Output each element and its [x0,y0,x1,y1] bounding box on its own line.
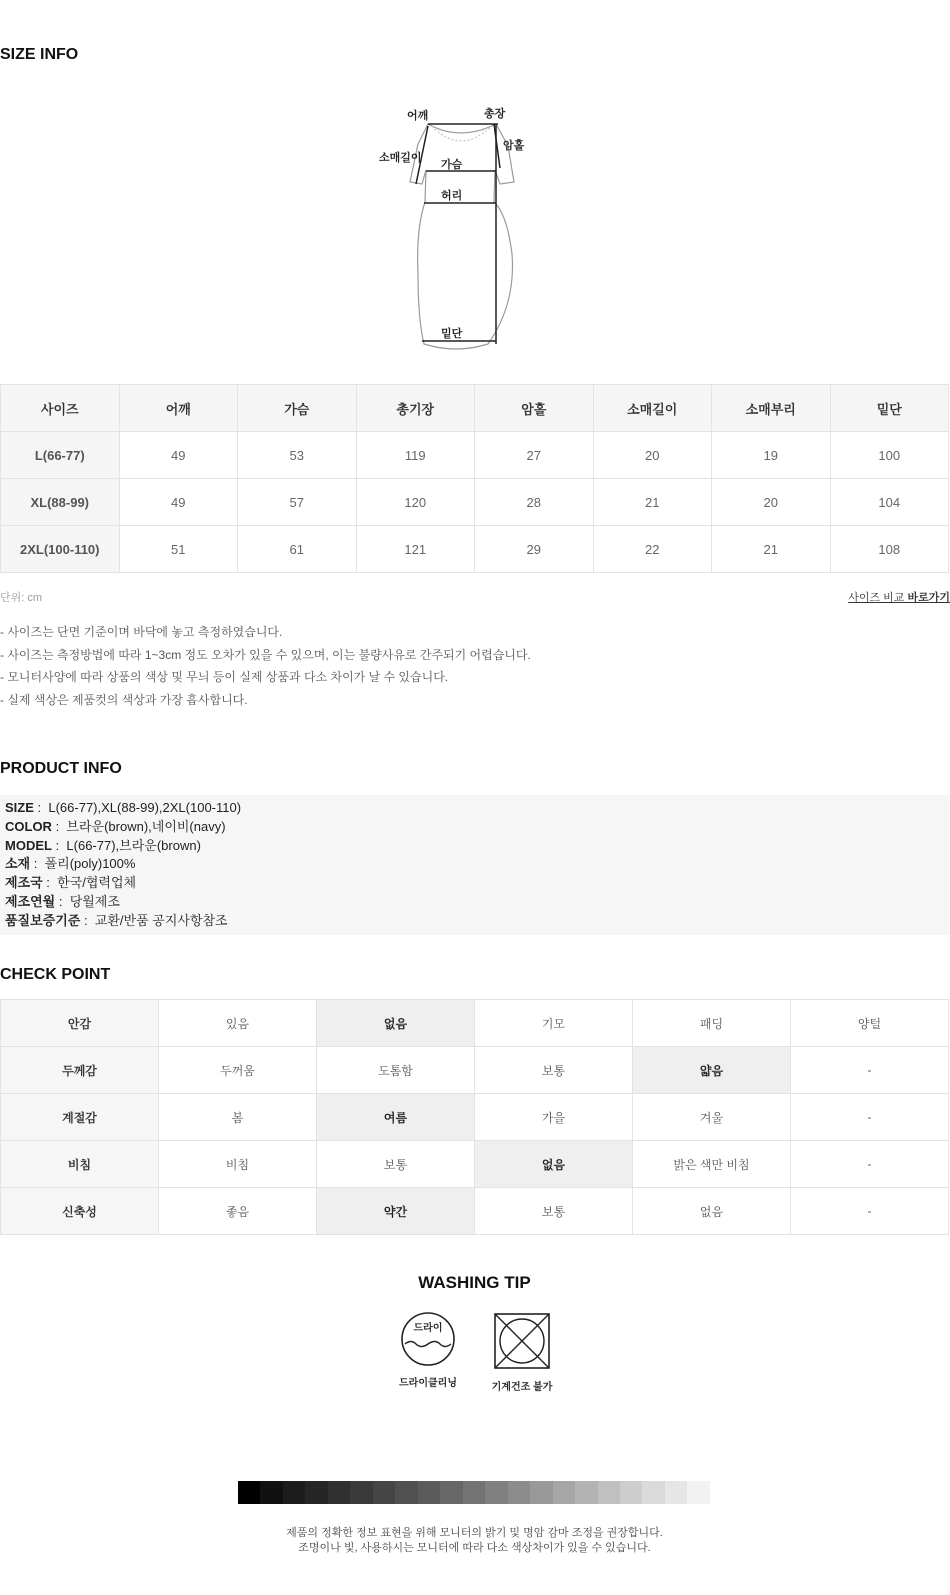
size-value-cell: 120 [356,479,475,526]
size-value-cell: 20 [593,432,712,479]
table-row [1,526,949,573]
product-info-key: 제조연월 [5,893,56,909]
size-value-cell: 20 [712,479,831,526]
size-value-cell: 28 [475,479,594,526]
label-waist: 허리 [441,189,463,202]
size-value-cell: 104 [830,479,949,526]
size-value-cell: 61 [238,526,357,573]
product-info-row: 품질보증기준 : 교환/반품 공지사항참조 [5,912,228,928]
dry-clean-icon [400,1311,456,1367]
label-shoulder: 어깨 [407,109,429,122]
label-sleeve: 소매길이 [379,151,422,164]
check-point-option: 없음 [633,1188,791,1235]
table-row [1,479,949,526]
gray-swatch [687,1481,709,1504]
size-table-header-row [1,385,949,432]
check-point-option: - [791,1094,949,1141]
check-point-option: 있음 [159,1000,317,1047]
size-value-cell: 19 [712,432,831,479]
gray-swatch [508,1481,530,1504]
gray-swatch [440,1481,462,1504]
size-note: - 사이즈는 단면 기준이며 바닥에 놓고 측정하였습니다. [0,625,283,639]
check-point-option: 봄 [159,1094,317,1141]
product-info-key: 제조국 [5,875,43,891]
size-value-cell: 29 [475,526,594,573]
product-info-value: 당월제조 [69,893,120,909]
check-point-option: 가을 [475,1094,633,1141]
label-length: 총장 [484,107,506,120]
size-value-cell: 21 [712,526,831,573]
product-info-row: COLOR : 브라운(brown),네이비(navy) [5,818,226,834]
size-note: - 실제 색상은 제품컷의 색상과 가장 흡사합니다. [0,692,248,707]
check-point-option: - [791,1141,949,1188]
check-point-option: 패딩 [633,1000,791,1047]
product-info-key: MODEL [5,837,52,853]
product-info-value: L(66-77),브라운(brown) [66,837,201,853]
calibration-line: 조명이나 빛, 사용하시는 모니터에 따라 다소 색상차이가 있을 수 있습니다. [298,1541,651,1554]
gray-swatch [575,1481,597,1504]
gray-swatch [530,1481,552,1504]
check-point-option-selected: 없음 [317,1000,475,1047]
check-point-label: 안감 [1,1000,159,1047]
product-info-key: 품질보증기준 [5,912,81,928]
grayscale-calibration-bar [238,1481,710,1504]
gray-swatch [620,1481,642,1504]
product-info-row: SIZE : L(66-77),XL(88-99),2XL(100-110) [5,800,242,815]
product-info-box [0,795,949,935]
dry-icon-text: 드라이 [413,1323,443,1334]
size-note: - 사이즈는 측정방법에 따라 1~3cm 정도 오차가 있을 수 있으며, 이는 불량사유로 간주되기 어렵습니다. [0,647,531,662]
product-info-key: SIZE [5,800,34,815]
gray-swatch [238,1481,260,1504]
size-info-title: SIZE INFO [0,46,79,63]
label-armhole: 암홀 [503,139,525,152]
size-value-cell: 49 [119,479,238,526]
size-notes [0,621,531,711]
gray-swatch [260,1481,282,1504]
check-point-option-selected: 없음 [475,1141,633,1188]
gray-swatch [395,1481,417,1504]
washing-tip-title: WASHING TIP [418,1273,531,1292]
size-header-cell: 소매부리 [712,385,831,432]
product-info-row: 제조연월 : 당월제조 [5,893,120,909]
gray-swatch [553,1481,575,1504]
size-header-cell: 어깨 [119,385,238,432]
gray-swatch [328,1481,350,1504]
product-info-value: 브라운(brown),네이비(navy) [66,818,226,834]
check-point-option: 좋음 [159,1188,317,1235]
size-header-cell: 가슴 [238,385,357,432]
size-value-cell: 49 [119,432,238,479]
check-point-label: 계절감 [1,1094,159,1141]
product-info-row: MODEL : L(66-77),브라운(brown) [5,837,201,853]
size-value-cell: 22 [593,526,712,573]
size-header-cell: 사이즈 [1,385,120,432]
size-value-cell: 108 [830,526,949,573]
product-info-key: COLOR [5,818,52,834]
size-header-cell: 총기장 [356,385,475,432]
check-point-option: 도톰함 [317,1047,475,1094]
size-note: - 모니터사양에 따라 상품의 색상 및 무늬 등이 실제 상품과 다소 차이가 날 수 있습니다. [0,670,449,684]
size-table [0,384,949,573]
size-compare-prefix: 사이즈 비교 [848,592,908,604]
table-row [1,1094,949,1141]
label-hem: 밑단 [441,327,463,340]
table-row [1,1141,949,1188]
check-point-option: - [791,1188,949,1235]
gray-swatch [418,1481,440,1504]
size-label-cell: 2XL(100-110) [1,526,120,573]
size-value-cell: 21 [593,479,712,526]
check-point-option: 밝은 색만 비침 [633,1141,791,1188]
gray-swatch [463,1481,485,1504]
check-point-option-selected: 여름 [317,1094,475,1141]
gray-swatch [485,1481,507,1504]
gray-swatch [642,1481,664,1504]
check-point-title: CHECK POINT [0,966,111,983]
product-info-value: 교환/반품 공지사항참조 [94,912,228,928]
dry-cleaning-symbol [393,1311,463,1389]
gray-swatch [373,1481,395,1504]
gray-swatch [598,1481,620,1504]
size-value-cell: 121 [356,526,475,573]
check-point-option: 겨울 [633,1094,791,1141]
gray-swatch [283,1481,305,1504]
check-point-option: 기모 [475,1000,633,1047]
check-point-option-selected: 약간 [317,1188,475,1235]
size-value-cell: 53 [238,432,357,479]
unit-label: 단위: cm [0,592,43,604]
check-point-option: 보통 [475,1188,633,1235]
check-point-option: 양털 [791,1000,949,1047]
size-label-cell: XL(88-99) [1,479,120,526]
product-info-row: 소재 : 폴리(poly)100% [5,856,136,872]
product-info-value: 한국/협력업체 [57,875,137,891]
size-value-cell: 27 [475,432,594,479]
size-header-cell: 암홀 [475,385,594,432]
size-value-cell: 57 [238,479,357,526]
dry-clean-label: 드라이클리닝 [399,1378,457,1389]
check-point-option: 보통 [317,1141,475,1188]
table-row [1,1188,949,1235]
size-label-cell: L(66-77) [1,432,120,479]
check-point-option: 보통 [475,1047,633,1094]
check-point-table [0,999,949,1235]
table-row [1,1000,949,1047]
product-info-row: 제조국 : 한국/협력업체 [5,875,137,891]
gray-swatch [665,1481,687,1504]
gray-swatch [305,1481,327,1504]
size-value-cell: 119 [356,432,475,479]
product-info-value: L(66-77),XL(88-99),2XL(100-110) [48,800,242,815]
table-row [1,1047,949,1094]
product-info-value: 폴리(poly)100% [44,856,136,872]
check-point-label: 신축성 [1,1188,159,1235]
check-point-option-selected: 얇음 [633,1047,791,1094]
check-point-option: 두꺼움 [159,1047,317,1094]
check-point-label: 비침 [1,1141,159,1188]
gray-swatch [350,1481,372,1504]
dress-size-diagram [376,104,536,359]
product-info-title: PRODUCT INFO [0,760,122,777]
calibration-notice [0,1526,949,1555]
product-info-key: 소재 [5,856,31,872]
no-tumble-dry-icon [492,1311,552,1371]
size-compare-link-text[interactable]: 바로가기 [907,592,950,604]
check-point-label: 두께감 [1,1047,159,1094]
no-tumble-dry-label: 기계건조 불가 [491,1382,553,1393]
check-point-option: - [791,1047,949,1094]
size-header-cell: 밑단 [830,385,949,432]
table-row [1,432,949,479]
size-header-cell: 소매길이 [593,385,712,432]
size-value-cell: 100 [830,432,949,479]
no-tumble-dry-symbol [487,1311,557,1393]
label-chest: 가슴 [441,158,463,171]
size-value-cell: 51 [119,526,238,573]
check-point-option: 비침 [159,1141,317,1188]
calibration-line: 제품의 정확한 정보 표현을 위해 모니터의 밝기 및 명암 감마 조정을 권장합니다. [286,1527,663,1539]
size-compare-link[interactable] [848,589,950,605]
